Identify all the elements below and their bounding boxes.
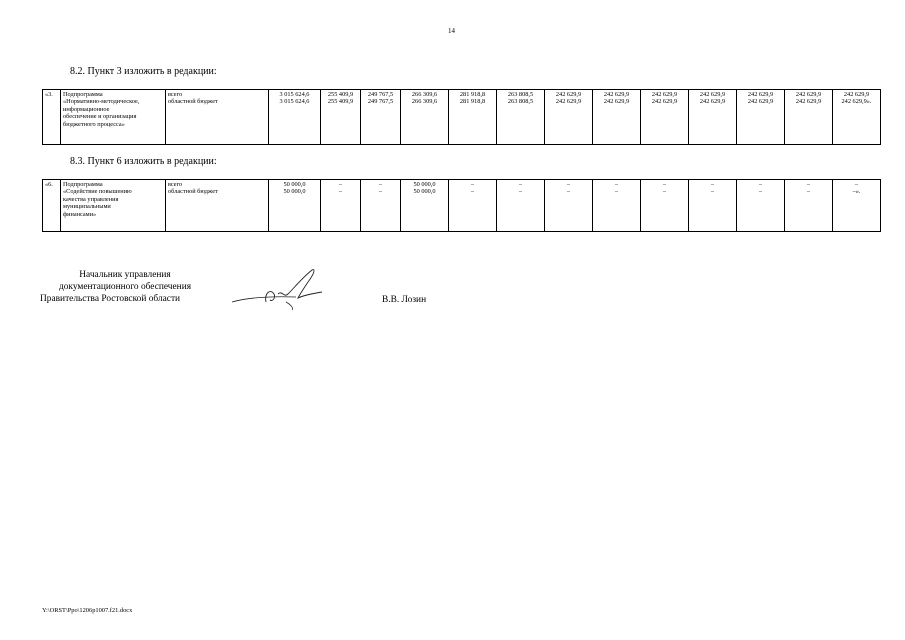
value-cell: – –». <box>833 180 881 232</box>
file-path-footer: Y:\ORST\Ppo\1206p1007.f21.docx <box>42 607 133 614</box>
section-heading-8-2: 8.2. Пункт 3 изложить в редакции: <box>70 66 217 77</box>
value-cell: 242 629,9 242 629,9 <box>785 90 833 145</box>
value-cell: 249 767,5 249 767,5 <box>361 90 401 145</box>
value-cell: 242 629,9 242 629,9 <box>737 90 785 145</box>
value-cell: 266 309,6 266 309,6 <box>401 90 449 145</box>
signatory-title: Начальник управления документационного обеспечения Правительства Ростовской области <box>40 270 192 304</box>
subprogram-name: Подпрограмма «Нормативно-методическое, информационное обеспечение и организация бюджетного процесса» <box>61 90 166 145</box>
value-cell: 242 629,9 242 629,9 <box>641 90 689 145</box>
value-cell: – – <box>361 180 401 232</box>
value-cell: 3 015 624,6 3 015 624,6 <box>269 90 321 145</box>
subprogram-name: Подпрограмма «Содействие повышению качества управления муниципальными финансами» <box>61 180 166 232</box>
value-cell: – – <box>785 180 833 232</box>
table-row <box>43 180 881 232</box>
value-cell: – – <box>593 180 641 232</box>
row-number: «3. <box>43 90 61 145</box>
value-cell: 242 629,9 242 629,9 <box>689 90 737 145</box>
value-cell: – – <box>689 180 737 232</box>
value-cell: – – <box>497 180 545 232</box>
value-cell: – – <box>737 180 785 232</box>
value-cell: 242 629,9 242 629,9». <box>833 90 881 145</box>
value-cell: – – <box>321 180 361 232</box>
value-cell: 50 000,0 50 000,0 <box>269 180 321 232</box>
funding-source: всего областной бюджет <box>166 180 269 232</box>
subprogram-3-table <box>42 89 881 145</box>
value-cell: – – <box>641 180 689 232</box>
value-cell: 242 629,9 242 629,9 <box>545 90 593 145</box>
funding-source: всего областной бюджет <box>166 90 269 145</box>
value-cell: 50 000,0 50 000,0 <box>401 180 449 232</box>
value-cell: 263 808,5 263 808,5 <box>497 90 545 145</box>
value-cell: 281 918,8 281 918,8 <box>449 90 497 145</box>
subprogram-6-table <box>42 179 881 232</box>
value-cell: 255 409,9 255 409,9 <box>321 90 361 145</box>
table-row <box>43 90 881 145</box>
value-cell: – – <box>545 180 593 232</box>
section-heading-8-3: 8.3. Пункт 6 изложить в редакции: <box>70 156 217 167</box>
value-cell: – – <box>449 180 497 232</box>
page-number: 14 <box>448 27 455 35</box>
signatory-name: В.В. Лозин <box>382 295 427 305</box>
row-number: «6. <box>43 180 61 232</box>
value-cell: 242 629,9 242 629,9 <box>593 90 641 145</box>
handwritten-signature <box>226 264 336 314</box>
